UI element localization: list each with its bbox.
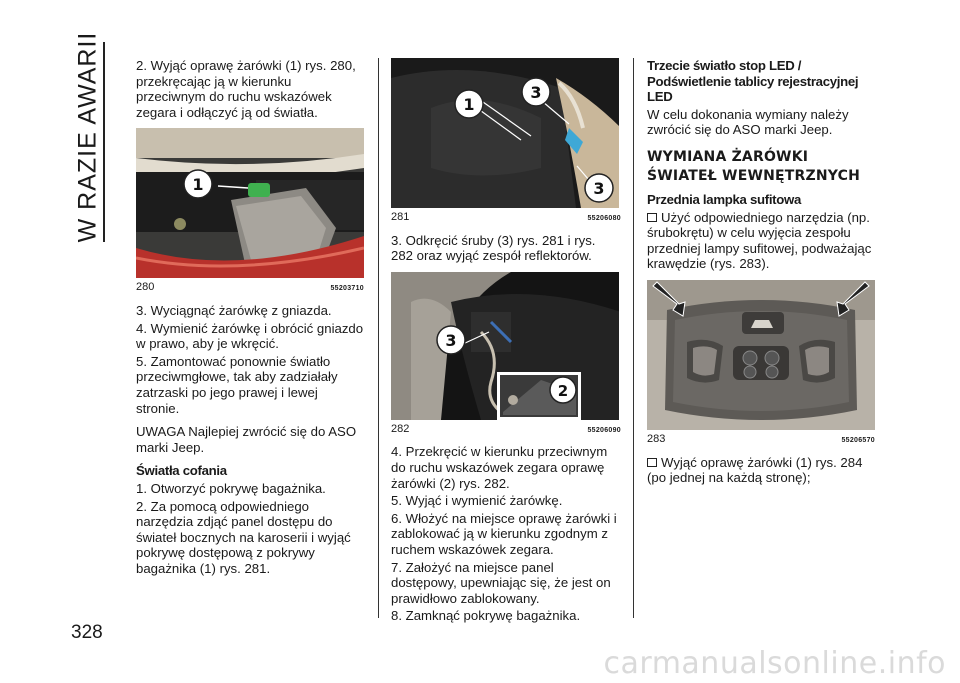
figure-282-image (391, 272, 619, 420)
step-2-text: 2. Wyjąć oprawę żarówki (1) rys. 280, przekręcając ją w kierunku przeciwnym do ruchu wskazówek zegara i odłączyć ją od światła. (136, 58, 356, 120)
column-2 (391, 58, 621, 626)
reverse-step-2: 2. Za pomocą odpowiedniego narzędzia zdjąć panel dostępu do świateł bocznych na karoserii i wyjąć pokrywę dostępową z pokrywy bagażnika (1) rys. 281. (136, 498, 351, 576)
bullet-icon (647, 213, 657, 222)
figure-281 (391, 58, 619, 208)
bullet-icon (647, 458, 657, 467)
figure-281-caption (391, 210, 621, 227)
figure-283 (647, 280, 875, 430)
step-4-text: 4. Wymienić żarówkę i obrócić gniazdo w prawo, aby je wkręcić. (136, 320, 364, 352)
figure-281-number: 281 (391, 211, 410, 223)
callout-1: 1 (192, 175, 204, 195)
bullet-2 (647, 455, 875, 486)
heading-front-ceiling-lamp: Przednia lampka sufitowa (647, 191, 802, 207)
heading-third-stop-light: Trzecie światło stop LED / Podświetlenie tablicy rejestracyjnej LED (647, 58, 859, 105)
bullet-1 (647, 210, 875, 272)
figure-281-image (391, 58, 619, 208)
figure-282 (391, 272, 619, 420)
figure-280-code: 55203710 (330, 285, 364, 293)
bullet-2-text: Wyjąć oprawę żarówki (1) rys. 284 (po jednej na każdą stronę); (647, 454, 863, 486)
step-3-text: 3. Wyciągnąć żarówkę z gniazda. (136, 302, 332, 318)
step-6-text: 6. Włożyć na miejsce oprawę żarówki i zablokować ją w kierunku zgodnym z ruchem wskazówek zegara. (391, 510, 617, 557)
figure-283-code: 55206570 (841, 436, 875, 444)
column-divider-1 (378, 58, 379, 618)
figure-283-number: 283 (647, 432, 666, 445)
figure-280-number: 280 (136, 281, 155, 294)
heading-reverse-lights: Światła cofania (136, 463, 227, 479)
figure-280-caption (136, 280, 364, 297)
figure-281-code: 55206080 (587, 215, 621, 222)
reverse-step-1: 1. Otworzyć pokrywę bagażnika. (136, 480, 326, 496)
chapter-title: W RAZIE AWARII (73, 31, 102, 243)
figure-280-image (136, 128, 364, 278)
stop-light-text: W celu dokonania wymiany należy zwrócić się do ASO marki Jeep. (647, 106, 849, 138)
step-5-text: 5. Wyjąć i wymienić żarówkę. (391, 493, 563, 509)
step-5-text: 5. Zamontować ponownie światło przeciwmgłowe, tak aby zadziałały zatrzaski po jego prawej i lewej stronie. (136, 353, 338, 416)
column-3 (647, 58, 875, 488)
step-7-text: 7. Założyć na miejsce panel dostępowy, upewniając się, że jest on prawidłowo zablokowany. (391, 559, 611, 606)
note-text: UWAGA Najlepiej zwrócić się do ASO marki Jeep. (136, 424, 357, 455)
figure-282-number: 282 (391, 422, 410, 435)
callout-3b: 3 (593, 179, 605, 198)
figure-280 (136, 128, 364, 278)
figure-282-code: 55206090 (587, 426, 621, 434)
watermark: carmanualsonline.info (603, 646, 946, 681)
bullet-1-text: Użyć odpowiedniego narzędzia (np. śrubokrętu) w celu wyjęcia zespołu przedniej lampy sufitowej, podważając krawędzie (rys. 283). (647, 209, 872, 272)
step-3-text: 3. Odkręcić śruby (3) rys. 281 i rys. 282 oraz wyjąć zespół reflektorów. (391, 232, 596, 264)
callout-1: 1 (463, 95, 475, 114)
figure-283-image (647, 280, 875, 430)
section-heading-interior-lights: WYMIANA ŻARÓWKI ŚWIATEŁ WEWNĘTRZNYCH (647, 148, 861, 184)
callout-3a: 3 (530, 83, 542, 102)
figure-282-caption (391, 422, 621, 439)
chapter-rule (103, 42, 105, 242)
figure-283-caption (647, 432, 875, 449)
callout-3: 3 (445, 330, 457, 350)
column-1 (136, 58, 364, 578)
column-divider-2 (633, 58, 634, 618)
callout-2: 2 (557, 381, 569, 400)
step-8-text: 8. Zamknąć pokrywę bagażnika. (391, 608, 581, 624)
step-4-text: 4. Przekręcić w kierunku przeciwnym do ruchu wskazówek zegara oprawę żarówki (2) rys. 282. (391, 444, 608, 491)
page-number: 328 (71, 622, 103, 643)
